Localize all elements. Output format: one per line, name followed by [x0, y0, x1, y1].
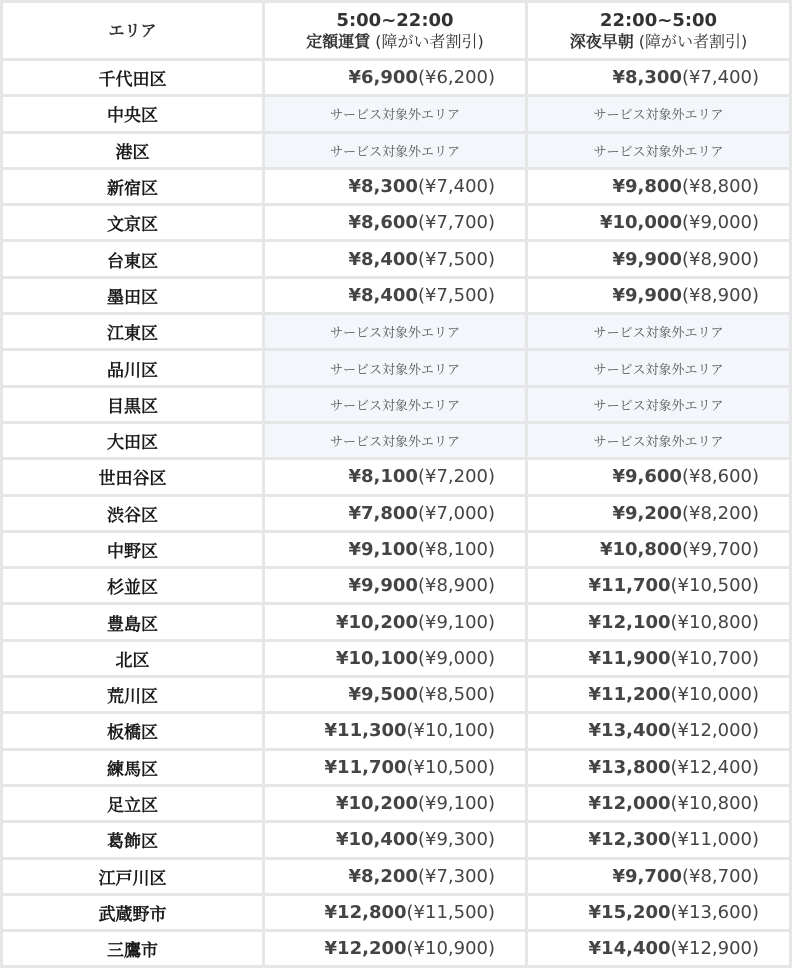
- day-fare-cell: [265, 642, 525, 675]
- night-fare-cell: [528, 751, 789, 784]
- night-discount-price: (¥10,700): [670, 647, 759, 669]
- night-fare-cell: [528, 714, 789, 747]
- day-fare-price: ¥8,400: [348, 248, 418, 270]
- night-service-unavailable-cell: サービス対象外エリア: [528, 351, 789, 384]
- day-discount-price: (¥10,900): [406, 938, 495, 960]
- day-fare-price: ¥10,100: [335, 647, 418, 669]
- day-fare-price: ¥9,500: [348, 684, 418, 706]
- day-discount-price: (¥7,400): [417, 176, 495, 198]
- day-service-unavailable-cell: サービス対象外エリア: [265, 424, 525, 457]
- day-fare-price: ¥8,300: [348, 176, 418, 198]
- night-time-range: 22:00~5:00: [599, 9, 718, 31]
- night-fare-cell: [528, 61, 789, 94]
- night-fare-cell: [528, 605, 789, 638]
- day-fare-cell: [265, 714, 525, 747]
- table-row: [3, 279, 789, 312]
- night-discount-price: (¥9,700): [681, 539, 759, 560]
- area-name-cell: 三鷹市: [3, 932, 262, 965]
- night-discount-note: (障がい者割引): [633, 31, 748, 51]
- day-discount-price: (¥9,000): [417, 647, 495, 669]
- day-fare-price: ¥12,800: [324, 901, 407, 923]
- day-fare-cell: [265, 678, 525, 711]
- night-discount-price: (¥11,000): [670, 829, 759, 851]
- night-fare-price: ¥9,900: [612, 284, 682, 306]
- table-row: [3, 751, 789, 784]
- night-fare-price: ¥9,200: [612, 502, 682, 524]
- day-fare-cell: [265, 170, 525, 203]
- day-fare-cell: [265, 497, 525, 530]
- night-service-unavailable-cell: サービス対象外エリア: [528, 134, 789, 167]
- table-row: [3, 678, 789, 711]
- night-fare-price: ¥9,900: [612, 248, 682, 270]
- night-discount-price: (¥10,800): [670, 611, 759, 633]
- area-name-cell: 中野区: [3, 533, 262, 566]
- day-service-unavailable-cell: サービス対象外エリア: [265, 388, 525, 421]
- area-name-cell: 江戸川区: [3, 860, 262, 893]
- table-row: [3, 315, 789, 348]
- area-name-cell: 新宿区: [3, 170, 262, 203]
- table-row: [3, 61, 789, 94]
- night-service-unavailable-cell: サービス対象外エリア: [528, 388, 789, 421]
- table-row: [3, 242, 789, 275]
- area-name-cell: 板橋区: [3, 714, 262, 747]
- night-fare-price: ¥12,300: [588, 829, 671, 851]
- day-service-unavailable-cell: サービス対象外エリア: [265, 351, 525, 384]
- area-name-cell: 荒川区: [3, 678, 262, 711]
- night-discount-price: (¥8,800): [681, 176, 759, 198]
- day-fare-cell: [265, 533, 525, 566]
- night-fare-price: ¥12,000: [588, 793, 671, 815]
- table-header-row: [3, 3, 789, 58]
- night-discount-price: (¥10,500): [670, 575, 759, 597]
- day-fare-cell: [265, 823, 525, 856]
- night-fare-cell: [528, 533, 789, 566]
- day-fare-price: ¥9,900: [348, 575, 418, 597]
- day-fare-price: ¥9,100: [348, 539, 418, 560]
- day-fare-price: ¥11,700: [324, 756, 407, 778]
- day-fare-label: 定額運賃: [306, 31, 371, 51]
- night-fare-price: ¥11,200: [588, 684, 671, 706]
- night-discount-price: (¥10,800): [670, 793, 759, 815]
- area-name-cell: 足立区: [3, 787, 262, 820]
- night-fare-cell: [528, 206, 789, 239]
- table-row: [3, 714, 789, 747]
- day-discount-price: (¥10,100): [406, 720, 495, 742]
- area-name-cell: 目黒区: [3, 388, 262, 421]
- day-service-unavailable-cell: サービス対象外エリア: [265, 315, 525, 348]
- night-fare-cell: [528, 642, 789, 675]
- area-name-cell: 大田区: [3, 424, 262, 457]
- area-name-cell: 文京区: [3, 206, 262, 239]
- night-fare-price: ¥9,600: [612, 466, 682, 488]
- area-name-cell: 江東区: [3, 315, 262, 348]
- night-discount-price: (¥13,600): [670, 901, 759, 923]
- day-fare-price: ¥10,200: [335, 611, 418, 633]
- night-fare-cell: [528, 860, 789, 893]
- day-fare-cell: [265, 605, 525, 638]
- night-fare-label: 深夜早朝: [569, 31, 634, 51]
- table-row: [3, 351, 789, 384]
- day-fare-cell: [265, 751, 525, 784]
- day-fare-price: ¥8,200: [348, 865, 418, 887]
- night-discount-price: (¥7,400): [681, 67, 759, 89]
- night-fare-price: ¥15,200: [588, 901, 671, 923]
- day-fare-price: ¥6,900: [348, 67, 418, 89]
- area-name-cell: 練馬区: [3, 751, 262, 784]
- table-row: [3, 860, 789, 893]
- table-row: [3, 497, 789, 530]
- night-discount-price: (¥12,400): [670, 756, 759, 778]
- day-fare-cell: [265, 787, 525, 820]
- area-name-cell: 港区: [3, 134, 262, 167]
- day-fare-price: ¥10,200: [335, 793, 418, 815]
- day-fare-cell: [265, 569, 525, 602]
- night-discount-price: (¥8,900): [681, 248, 759, 270]
- night-fare-price: ¥13,800: [588, 756, 671, 778]
- area-name-cell: 豊島区: [3, 605, 262, 638]
- area-name-cell: 北区: [3, 642, 262, 675]
- day-fare-price: ¥8,400: [348, 284, 418, 306]
- day-discount-price: (¥7,300): [417, 865, 495, 887]
- day-fare-cell: [265, 932, 525, 965]
- day-fare-cell: [265, 206, 525, 239]
- day-fare-cell: [265, 242, 525, 275]
- night-fare-price: ¥8,300: [612, 67, 682, 89]
- table-row: [3, 642, 789, 675]
- day-discount-price: (¥7,700): [417, 212, 495, 234]
- night-fare-price: ¥12,100: [588, 611, 671, 633]
- night-fare-cell: [528, 823, 789, 856]
- area-name-cell: 墨田区: [3, 279, 262, 312]
- night-discount-price: (¥8,900): [681, 284, 759, 306]
- night-fare-cell: [528, 170, 789, 203]
- night-discount-price: (¥12,000): [670, 720, 759, 742]
- night-fare-column-header: [528, 3, 789, 58]
- table-row: [3, 388, 789, 421]
- day-fare-column-header: [265, 3, 525, 58]
- day-fare-cell: [265, 896, 525, 929]
- area-name-cell: 台東区: [3, 242, 262, 275]
- fare-table-body: [3, 61, 789, 965]
- day-fare-price: ¥8,600: [348, 212, 418, 234]
- day-discount-price: (¥9,100): [417, 611, 495, 633]
- night-fare-price: ¥14,400: [588, 938, 671, 960]
- day-fare-price: ¥7,800: [348, 502, 418, 524]
- day-service-unavailable-cell: サービス対象外エリア: [265, 134, 525, 167]
- day-discount-price: (¥8,500): [417, 684, 495, 706]
- day-fare-label-line: [265, 31, 525, 52]
- table-row: [3, 605, 789, 638]
- table-row: [3, 533, 789, 566]
- day-fare-cell: [265, 460, 525, 493]
- table-row: [3, 97, 789, 130]
- day-discount-note: (障がい者割引): [370, 31, 484, 51]
- table-row: [3, 896, 789, 929]
- day-discount-price: (¥7,000): [417, 502, 495, 524]
- night-fare-label-line: [528, 31, 789, 52]
- night-fare-cell: [528, 279, 789, 312]
- day-discount-price: (¥6,200): [417, 67, 495, 89]
- table-row: [3, 206, 789, 239]
- night-fare-cell: [528, 460, 789, 493]
- night-fare-price: ¥13,400: [588, 720, 671, 742]
- area-name-cell: 中央区: [3, 97, 262, 130]
- night-fare-price: ¥9,800: [612, 176, 682, 198]
- night-discount-price: (¥10,000): [670, 684, 759, 706]
- day-discount-price: (¥8,900): [417, 575, 495, 597]
- night-service-unavailable-cell: サービス対象外エリア: [528, 315, 789, 348]
- table-row: [3, 424, 789, 457]
- area-name-cell: 武蔵野市: [3, 896, 262, 929]
- table-row: [3, 932, 789, 965]
- day-time-range: 5:00~22:00: [336, 9, 454, 31]
- table-row: [3, 134, 789, 167]
- day-discount-price: (¥7,500): [417, 248, 495, 270]
- day-fare-cell: [265, 860, 525, 893]
- night-fare-price: ¥11,700: [588, 575, 671, 597]
- day-service-unavailable-cell: サービス対象外エリア: [265, 97, 525, 130]
- table-row: [3, 460, 789, 493]
- area-name-cell: 渋谷区: [3, 497, 262, 530]
- night-discount-price: (¥8,700): [681, 865, 759, 887]
- day-discount-price: (¥9,100): [417, 793, 495, 815]
- night-fare-price: ¥11,900: [588, 647, 671, 669]
- night-discount-price: (¥8,200): [681, 502, 759, 524]
- area-column-header: エリア: [3, 3, 262, 58]
- night-service-unavailable-cell: サービス対象外エリア: [528, 97, 789, 130]
- area-name-cell: 杉並区: [3, 569, 262, 602]
- day-fare-price: ¥10,400: [335, 829, 418, 851]
- night-fare-cell: [528, 569, 789, 602]
- night-service-unavailable-cell: サービス対象外エリア: [528, 424, 789, 457]
- night-fare-cell: [528, 787, 789, 820]
- day-fare-cell: [265, 279, 525, 312]
- night-fare-cell: [528, 242, 789, 275]
- night-fare-cell: [528, 932, 789, 965]
- day-discount-price: (¥9,300): [417, 829, 495, 851]
- table-row: [3, 569, 789, 602]
- area-name-cell: 世田谷区: [3, 460, 262, 493]
- night-fare-price: ¥10,800: [599, 539, 682, 560]
- table-row: [3, 823, 789, 856]
- day-discount-price: (¥10,500): [406, 756, 495, 778]
- day-discount-price: (¥11,500): [406, 901, 495, 923]
- table-row: [3, 787, 789, 820]
- table-row: [3, 170, 789, 203]
- night-fare-price: ¥10,000: [599, 212, 682, 234]
- night-fare-price: ¥9,700: [612, 865, 682, 887]
- night-fare-cell: [528, 497, 789, 530]
- day-discount-price: (¥7,500): [417, 284, 495, 306]
- day-fare-price: ¥8,100: [348, 466, 418, 488]
- night-fare-cell: [528, 678, 789, 711]
- area-name-cell: 葛飾区: [3, 823, 262, 856]
- area-name-cell: 千代田区: [3, 61, 262, 94]
- night-discount-price: (¥9,000): [681, 212, 759, 234]
- day-discount-price: (¥8,100): [417, 539, 495, 560]
- day-fare-cell: [265, 61, 525, 94]
- night-discount-price: (¥8,600): [681, 466, 759, 488]
- area-name-cell: 品川区: [3, 351, 262, 384]
- day-discount-price: (¥7,200): [417, 466, 495, 488]
- night-fare-cell: [528, 896, 789, 929]
- day-fare-price: ¥12,200: [324, 938, 407, 960]
- day-fare-price: ¥11,300: [324, 720, 407, 742]
- night-discount-price: (¥12,900): [670, 938, 759, 960]
